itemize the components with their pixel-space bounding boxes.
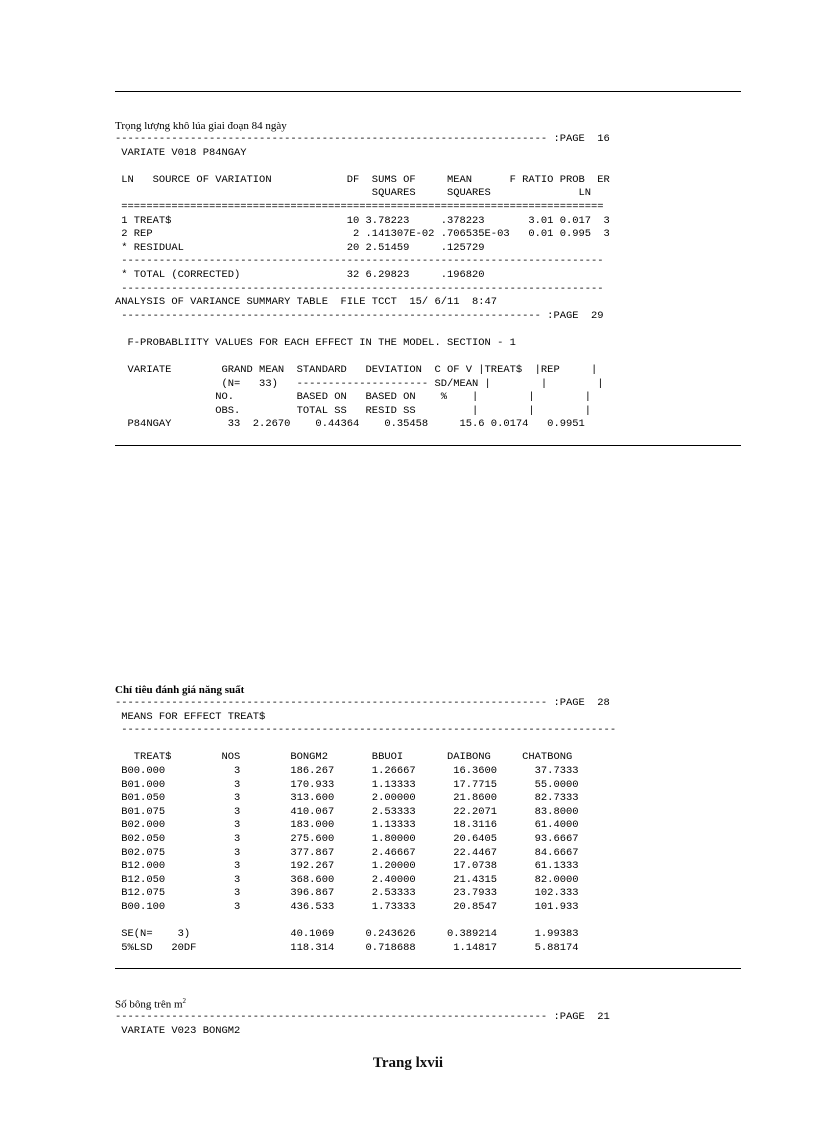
section1-line: F-PROBABLIITY VALUES FOR EACH EFFECT IN THE MODEL. SECTION - 1 [115,336,516,349]
section1-line: LN SOURCE OF VARIATION DF SUMS OF MEAN F RATIO PROB ER [115,173,610,186]
section3-line: VARIATE V023 BONGM2 [115,1024,241,1037]
variate-output-bongm2 [115,1011,610,1038]
top-rule [115,91,741,92]
section2-line: B01.050 3 313.600 2.00000 21.8600 82.7333 [115,792,579,805]
section1-line: VARIATE V018 P84NGAY [115,146,247,159]
section2-line: B00.000 3 186.267 1.26667 16.3600 37.7333 [115,764,579,777]
page-footer: Trang lxvii [372,1055,444,1071]
section1-caption: Trọng lượng khô lúa giai đoạn 84 ngày [115,120,287,132]
section2-line: B02.075 3 377.867 2.46667 22.4467 84.6667 [115,846,579,859]
section2-line: 5%LSD 20DF 118.314 0.718688 1.14817 5.88174 [115,941,579,954]
section2-line: B12.075 3 396.867 2.53333 23.7933 102.333 [115,887,579,900]
means-output-treat [115,697,616,955]
section2-line: ------------------------------------------------------------------------------- [115,724,617,737]
section2-caption: Chỉ tiêu đánh giá năng suất [115,684,245,696]
section1-line: SQUARES SQUARES LN [115,187,592,200]
section1-line: 2 REP 2 .141307E-02 .706535E-03 0.01 0.995 3 [115,228,610,241]
section1-line: ------------------------------------------------------------------- :PAGE 29 [115,309,604,322]
section2-line: SE(N= 3) 40.1069 0.243626 0.389214 1.99383 [115,928,579,941]
section2-line: MEANS FOR EFFECT TREAT$ [115,710,266,723]
section2-line: B02.050 3 275.600 1.80000 20.6405 93.6667 [115,832,579,845]
section2-line: B12.050 3 368.600 2.40000 21.4315 82.0000 [115,873,579,886]
section1-line: ANALYSIS OF VARIANCE SUMMARY TABLE FILE TCCT 15/ 6/11 8:47 [115,296,498,309]
section1-line: 1 TREAT$ 10 3.78223 .378223 3.01 0.017 3 [115,214,610,227]
section2-line: --------------------------------------------------------------------- :PAGE 28 [115,697,610,709]
section1-line: P84NGAY 33 2.2670 0.44364 0.35458 15.6 0.0174 0.9951 [115,418,585,431]
section1-line: OBS. TOTAL SS RESID SS | | | [115,404,592,417]
section1-line: * RESIDUAL 20 2.51459 .125729 [115,241,485,254]
section1-line: ============================================================================= [115,200,604,213]
anova-output-p84ngay [115,133,610,432]
section3-line: --------------------------------------------------------------------- :PAGE 21 [115,1011,610,1023]
section1-line: --------------------------------------------------------------------- :PAGE 16 [115,133,610,145]
section2-line: B00.100 3 436.533 1.73333 20.8547 101.933 [115,900,579,913]
section1-line: VARIATE GRAND MEAN STANDARD DEVIATION C OF V |TREAT$ |REP | [115,364,598,377]
section1-line: ----------------------------------------------------------------------------- [115,255,604,268]
section1-line: NO. BASED ON BASED ON % | | | [115,391,592,404]
section2-line: B02.000 3 183.000 1.13333 18.3116 61.4000 [115,819,579,832]
section1-line: ----------------------------------------------------------------------------- [115,282,604,295]
section2-line: B01.075 3 410.067 2.53333 22.2071 83.8000 [115,805,579,818]
section1-line: (N= 33) --------------------- SD/MEAN | | | [115,377,604,390]
section3-caption: Số bông trên $m^2$ [115,997,187,1011]
section1-line: * TOTAL (CORRECTED) 32 6.29823 .196820 [115,268,485,281]
section2-line: B01.000 3 170.933 1.13333 17.7715 55.0000 [115,778,579,791]
section2-line: TREAT$ NOS BONGM2 BBUOI DAIBONG CHATBONG [115,751,573,764]
section1-bottom-rule [115,445,741,446]
section2-line: B12.000 3 192.267 1.20000 17.0738 61.1333 [115,860,579,873]
section2-bottom-rule [115,968,741,969]
